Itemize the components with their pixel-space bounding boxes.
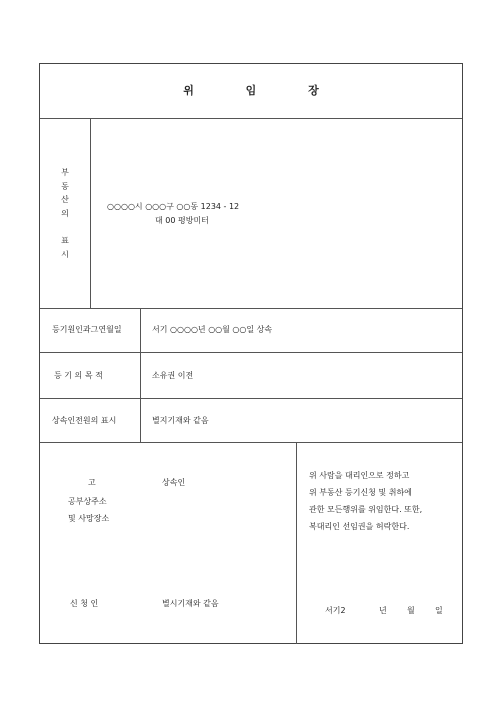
property-address: ○○○○시 ○○○구 ○○동 1234 - 12 [107, 202, 240, 211]
divider [40, 442, 462, 443]
cause-value: 서기 ○○○○년 ○○월 ○○일 상속 [152, 325, 273, 334]
purpose-value: 소유권 이전 [152, 371, 194, 380]
property-label: 부 동 산 의 표 시 [61, 168, 69, 259]
deceased-label: 고 [88, 478, 96, 487]
cause-label: 등기원인과그연월일 [52, 325, 122, 334]
title-char: 위 [183, 84, 194, 97]
heir-name-label: 상속인 [162, 478, 186, 487]
address-label: 공부상주소 [68, 497, 107, 506]
delegation-text: 복대리인 선임권을 허락한다. [309, 522, 410, 531]
divider [40, 398, 462, 399]
date-day: 월 [407, 606, 415, 615]
divider [40, 118, 462, 119]
document-title [40, 82, 462, 98]
divider [296, 442, 297, 644]
date-end: 일 [435, 606, 443, 615]
property-area: 대 00 평방미터 [155, 216, 209, 225]
purpose-label: 등 기 의 목 적 [54, 371, 103, 380]
date-month: 년 [379, 606, 387, 615]
divider [40, 308, 462, 309]
delegation-text: 관한 모든행위를 위임한다. 또한, [309, 505, 423, 514]
divider [40, 352, 462, 353]
death-place-label: 및 사망장소 [68, 514, 110, 523]
delegation-text: 위 사람을 대리인으로 정하고 [309, 471, 410, 480]
date-year: 서기2 [325, 606, 346, 615]
power-of-attorney-form [39, 63, 463, 644]
applicant-value: 별시기재와 같음 [162, 599, 219, 608]
divider [140, 308, 141, 442]
title-char: 임 [245, 84, 257, 97]
applicant-label: 신 청 인 [70, 599, 99, 608]
divider [90, 118, 91, 308]
title-char: 장 [308, 84, 319, 97]
delegation-text: 위 부동산 등기신청 및 취하에 [309, 488, 412, 497]
heir-label: 상속인전원의 표시 [52, 416, 117, 425]
heir-value: 별지기재와 같음 [152, 416, 209, 425]
